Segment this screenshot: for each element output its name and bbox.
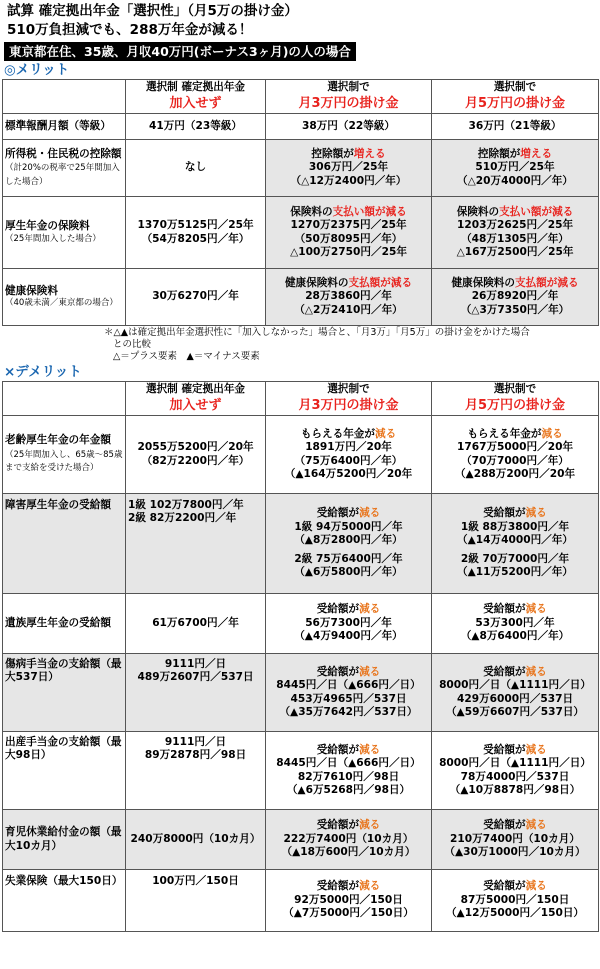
- merit-header-row: [3, 80, 599, 114]
- cell-text: 受給額が: [483, 819, 526, 832]
- cell-3man: [266, 140, 432, 197]
- cell-text: 保険料の: [456, 205, 500, 218]
- header-col3: [432, 382, 599, 416]
- cell-3man: [266, 654, 432, 732]
- cell-5man: 36万円（21等級）: [432, 114, 599, 140]
- cell-line: 8000円／日（▲1111円／日）: [439, 757, 591, 770]
- cell-line: 9111円／日: [164, 658, 227, 670]
- cell-line: 89万2878円／98日: [144, 749, 247, 762]
- cell-text: 受給額が: [316, 819, 360, 832]
- row-label-main: 老齢厚生年金の年金額: [5, 434, 111, 447]
- cell-line: 1級 88万3800円／年: [460, 520, 570, 533]
- cell-no-plan: 30万6270円／年: [126, 269, 266, 326]
- row-label: 遺族厚生年金の受給額: [3, 594, 126, 654]
- header-empty-cell: [3, 382, 126, 416]
- header-col3-main: 月5万円の掛け金: [464, 95, 566, 111]
- cell-3man: [266, 810, 432, 870]
- cell-line: （▲10万8878円／98日）: [449, 783, 581, 796]
- header-col1: [126, 80, 266, 114]
- cell-line: （50万8095円／年）: [294, 232, 403, 245]
- cell-line: （▲4万9400円／年）: [294, 630, 403, 643]
- cell-line: 1級 102万7800円／年: [128, 499, 244, 511]
- row-label-main: 健康保険料: [5, 284, 58, 297]
- cell-line: （▲164万5200円／20年: [284, 467, 413, 480]
- table-row: [3, 114, 599, 140]
- row-label-note: （25年間加入し、65歳〜85歳まで支給を受けた場合）: [5, 449, 123, 474]
- cell-5man: [432, 269, 599, 326]
- highlight-text: 減る: [525, 665, 547, 678]
- cell-line: [268, 666, 429, 679]
- cell-line: 453万4965円／537日: [290, 692, 407, 705]
- cell-line: 2級 82万2200円／年: [128, 512, 237, 525]
- cell-5man: [432, 870, 599, 932]
- cell-line: 2055万5200円／20年: [137, 441, 254, 454]
- cell-3man: 38万円（22等級）: [266, 114, 432, 140]
- cell-line: （△3万7350円／年）: [460, 303, 570, 316]
- condition-banner: 東京都在住、35歳、月収40万円(ボーナス3ヶ月)の人の場合: [4, 42, 356, 61]
- row-label: [3, 269, 126, 326]
- cell-5man: [432, 416, 599, 494]
- cell-line: △100万2750円／25年: [290, 245, 407, 258]
- cell-line: 8000円／日（▲1111円／日）: [439, 679, 591, 692]
- cell-line: [268, 206, 429, 219]
- cell-text: 控除額が: [477, 147, 521, 160]
- cell-line: 306万円／25年: [308, 161, 389, 174]
- cell-line: [434, 206, 596, 219]
- cell-no-plan: なし: [126, 140, 266, 197]
- cell-line: （▲12万5000円／150日）: [445, 907, 585, 920]
- highlight-text: 減る: [525, 603, 547, 616]
- cell-5man: [432, 140, 599, 197]
- cell-line: [268, 603, 429, 616]
- cell-text: 控除額が: [311, 147, 354, 160]
- row-label: 出産手当金の支給額（最大98日）: [3, 732, 126, 810]
- header-col1-main: 加入せず: [169, 397, 222, 413]
- cell-5man: [432, 594, 599, 654]
- note: [0, 327, 600, 363]
- cell-text: 保険料の: [290, 205, 333, 218]
- highlight-text: 支払い額が減る: [332, 205, 407, 218]
- header-col2-sub: 選択制で: [327, 383, 370, 396]
- cell-line: [268, 819, 429, 832]
- table-row: [3, 494, 599, 594]
- highlight-text: 減る: [359, 880, 381, 893]
- cell-no-plan: [126, 654, 266, 732]
- cell-line: 26万8920円／年: [471, 290, 559, 303]
- highlight-text: 支払い額が減る: [499, 205, 574, 218]
- table-row: [3, 810, 599, 870]
- cell-line: [434, 880, 596, 893]
- highlight-text: 減る: [541, 427, 563, 440]
- demerit-heading: ×デメリット: [4, 364, 82, 380]
- cell-line: [434, 819, 596, 832]
- table-row: [3, 870, 599, 932]
- table-row: [3, 197, 599, 269]
- cell-no-plan: 61万6700円／年: [126, 594, 266, 654]
- cell-3man: [266, 870, 432, 932]
- cell-line: （▲6万5800円／年）: [294, 566, 403, 579]
- cell-line: （▲59万6607円／537日）: [445, 705, 585, 718]
- cell-5man: [432, 810, 599, 870]
- cell-line: （48万1305円／年）: [461, 232, 569, 245]
- cell-line: 489万2607円／537日: [137, 671, 254, 684]
- cell-line: （▲14万4000円／年）: [457, 534, 573, 547]
- cell-line: 8445円／日（▲666円／日）: [276, 757, 421, 770]
- cell-line: 1891万円／20年: [305, 441, 392, 454]
- cell-line: （▲18万600円／10カ月）: [281, 846, 416, 859]
- header-col2: [266, 80, 432, 114]
- cell-line: 28万3860円／年: [305, 290, 392, 303]
- cell-line: 78万4000円／537日: [460, 770, 570, 783]
- header-col3-main: 月5万円の掛け金: [464, 397, 566, 413]
- cell-3man: [266, 197, 432, 269]
- note-line-1: ＊△▲は確定拠出年金選択性に「加入しなかった」場合と、「月3万」「月5万」の掛け金をかけた場合: [104, 327, 530, 338]
- cell-line: 82万7610円／98日: [297, 770, 400, 783]
- cell-line: 210万7400円（10カ月）: [450, 832, 580, 845]
- header-col1: [126, 382, 266, 416]
- cell-line: 510万円／25年: [475, 161, 555, 174]
- row-label-note: （40歳未満／東京都の場合）: [5, 298, 118, 309]
- table-row: [3, 416, 599, 494]
- cell-text: 受給額が: [483, 603, 526, 616]
- cell-no-plan: [126, 732, 266, 810]
- header-empty-cell: [3, 80, 126, 114]
- cell-line: 1203万2625円／25年: [456, 219, 574, 232]
- cell-line: [434, 666, 596, 679]
- highlight-text: 減る: [525, 880, 547, 893]
- cell-line: （54万8205円／年）: [141, 232, 250, 245]
- demerit-header-row: [3, 382, 599, 416]
- cell-line: （△12万2400円／年）: [290, 174, 407, 187]
- highlight-text: 減る: [525, 743, 547, 756]
- cell-line: 92万5000円／150日: [294, 893, 403, 906]
- table-row: [3, 269, 599, 326]
- highlight-text: 減る: [359, 819, 381, 832]
- cell-no-plan: 100万円／150日: [126, 870, 266, 932]
- cell-3man: [266, 732, 432, 810]
- cell-text: 受給額が: [483, 880, 526, 893]
- cell-line: （82万2200円／年）: [141, 454, 250, 467]
- merit-table: [2, 79, 599, 326]
- header-col3-sub: 選択制で: [493, 383, 537, 396]
- cell-text: 受給額が: [483, 743, 526, 756]
- cell-no-plan: [126, 197, 266, 269]
- cell-text: 受給額が: [316, 665, 360, 678]
- cell-line: （▲35万7642円／537日）: [279, 705, 418, 718]
- cell-line: [268, 277, 429, 290]
- cell-line: （70万7000円／年）: [461, 454, 569, 467]
- cell-line: （▲8万2800円／年）: [294, 534, 403, 547]
- cell-5man: [432, 654, 599, 732]
- cell-line: 8445円／日（▲666円／日）: [276, 679, 421, 692]
- cell-line: 2級 75万6400円／年: [294, 552, 403, 565]
- row-label: [3, 197, 126, 269]
- highlight-text: 支払額が減る: [348, 276, 413, 289]
- header-col3: [432, 80, 599, 114]
- cell-text: もらえる年金が: [467, 427, 542, 440]
- highlight-text: 減る: [525, 819, 547, 832]
- cell-3man: [266, 594, 432, 654]
- row-label: 障害厚生年金の受給額: [3, 494, 126, 594]
- cell-no-plan: 41万円（23等級）: [126, 114, 266, 140]
- cell-line: 53万300円／年: [475, 616, 555, 629]
- title-line-1: 試算 確定拠出年金「選択性」（月5万の掛け金）: [7, 3, 298, 19]
- cell-line: [268, 744, 429, 757]
- note-line-2: との比較: [113, 339, 152, 350]
- header-col2: [266, 382, 432, 416]
- header-col2-main: 月3万円の掛け金: [298, 397, 399, 413]
- highlight-text: 減る: [359, 507, 381, 520]
- cell-line: （▲288万200円／20年: [454, 467, 576, 480]
- highlight-text: 減る: [359, 743, 381, 756]
- cell-5man: [432, 494, 599, 594]
- highlight-text: 増える: [520, 147, 553, 160]
- header-col2-main: 月3万円の掛け金: [298, 95, 399, 111]
- cell-3man: [266, 416, 432, 494]
- cell-text: 受給額が: [316, 603, 360, 616]
- note-line-3: △＝プラス要素 ▲＝マイナス要素: [113, 351, 260, 362]
- header-col2-sub: 選択制で: [327, 81, 370, 94]
- cell-5man: [432, 197, 599, 269]
- highlight-text: 減る: [359, 603, 381, 616]
- cell-line: 1370万5125円／25年: [137, 219, 254, 232]
- row-label: 傷病手当金の支給額（最大537日）: [3, 654, 126, 732]
- cell-text: もらえる年金が: [300, 427, 375, 440]
- cell-line: 1級 94万5000円／年: [294, 520, 403, 533]
- table-row: [3, 654, 599, 732]
- cell-line: （▲7万5000円／150日）: [283, 907, 414, 920]
- cell-3man: [266, 269, 432, 326]
- highlight-text: 減る: [525, 507, 547, 520]
- row-label: [3, 140, 126, 197]
- cell-5man: [432, 732, 599, 810]
- header-col1-main: 加入せず: [169, 95, 222, 111]
- cell-no-plan: [126, 494, 266, 594]
- header-col1-sub: 選択制 確定拠出年金: [145, 383, 246, 396]
- row-label-main: 厚生年金の保険料: [5, 220, 90, 233]
- cell-no-plan: [126, 416, 266, 494]
- cell-line: 222万7400円（10カ月）: [283, 832, 414, 845]
- table-row: [3, 594, 599, 654]
- highlight-text: 支払額が減る: [515, 276, 579, 289]
- row-label: 育児休業給付金の額（最大10カ月）: [3, 810, 126, 870]
- cell-no-plan: 240万8000円（10カ月）: [126, 810, 266, 870]
- row-label-note: （25年間加入した場合）: [5, 233, 101, 244]
- cell-line: （△20万4000円／年）: [457, 174, 573, 187]
- table-row: [3, 140, 599, 197]
- highlight-text: 増える: [353, 147, 386, 160]
- cell-line: 87万5000円／150日: [460, 893, 570, 906]
- header-col3-sub: 選択制で: [493, 81, 537, 94]
- cell-line: 1767万5000円／20年: [456, 441, 574, 454]
- cell-text: 受給額が: [483, 665, 526, 678]
- cell-line: （▲8万6400円／年）: [460, 630, 570, 643]
- cell-3man: [266, 494, 432, 594]
- row-label: 失業保険（最大150日）: [3, 870, 126, 932]
- cell-line: 429万6000円／537日: [456, 692, 574, 705]
- cell-line: [434, 603, 596, 616]
- cell-line: [434, 428, 596, 441]
- cell-line: [268, 880, 429, 893]
- row-label-note: （計20%の税率で25年間加入した場合）: [5, 163, 120, 187]
- cell-line: （▲6万5268円／98日）: [286, 783, 411, 796]
- cell-line: [434, 744, 596, 757]
- cell-line: [268, 507, 429, 520]
- table-row: [3, 732, 599, 810]
- cell-text: 受給額が: [316, 880, 360, 893]
- cell-line: [434, 277, 596, 290]
- demerit-table: [2, 381, 599, 932]
- cell-line: [434, 148, 596, 161]
- merit-heading: ◎メリット: [4, 62, 70, 78]
- row-label: [3, 416, 126, 494]
- cell-line: 1270万2375円／25年: [290, 219, 407, 232]
- cell-text: 健康保険料の: [284, 276, 349, 289]
- cell-text: 健康保険料の: [451, 276, 515, 289]
- highlight-text: 減る: [374, 427, 397, 440]
- row-label: 標準報酬月額（等級）: [3, 114, 126, 140]
- cell-text: 受給額が: [316, 743, 360, 756]
- cell-line: （▲30万1000円／10カ月）: [444, 846, 586, 859]
- cell-text: 受給額が: [316, 507, 360, 520]
- cell-line: [268, 148, 429, 161]
- header-col1-sub: 選択制 確定拠出年金: [145, 81, 246, 94]
- cell-line: （△2万2410円／年）: [294, 303, 403, 316]
- highlight-text: 減る: [359, 665, 381, 678]
- cell-line: （▲11万5200円／年）: [457, 566, 573, 579]
- cell-line: [434, 507, 596, 520]
- cell-line: 56万7300円／年: [305, 616, 392, 629]
- row-label-main: 所得税・住民税の控除額: [5, 147, 122, 160]
- cell-line: （75万6400円／年）: [294, 454, 403, 467]
- cell-line: 9111円／日: [164, 736, 227, 748]
- cell-line: 2級 70万7000円／年: [460, 552, 570, 565]
- cell-text: 受給額が: [483, 507, 526, 520]
- cell-line: △167万2500円／25年: [456, 245, 574, 258]
- cell-line: [268, 428, 429, 441]
- title-line-2: 510万負担減でも、288万年金が減る！: [7, 22, 253, 38]
